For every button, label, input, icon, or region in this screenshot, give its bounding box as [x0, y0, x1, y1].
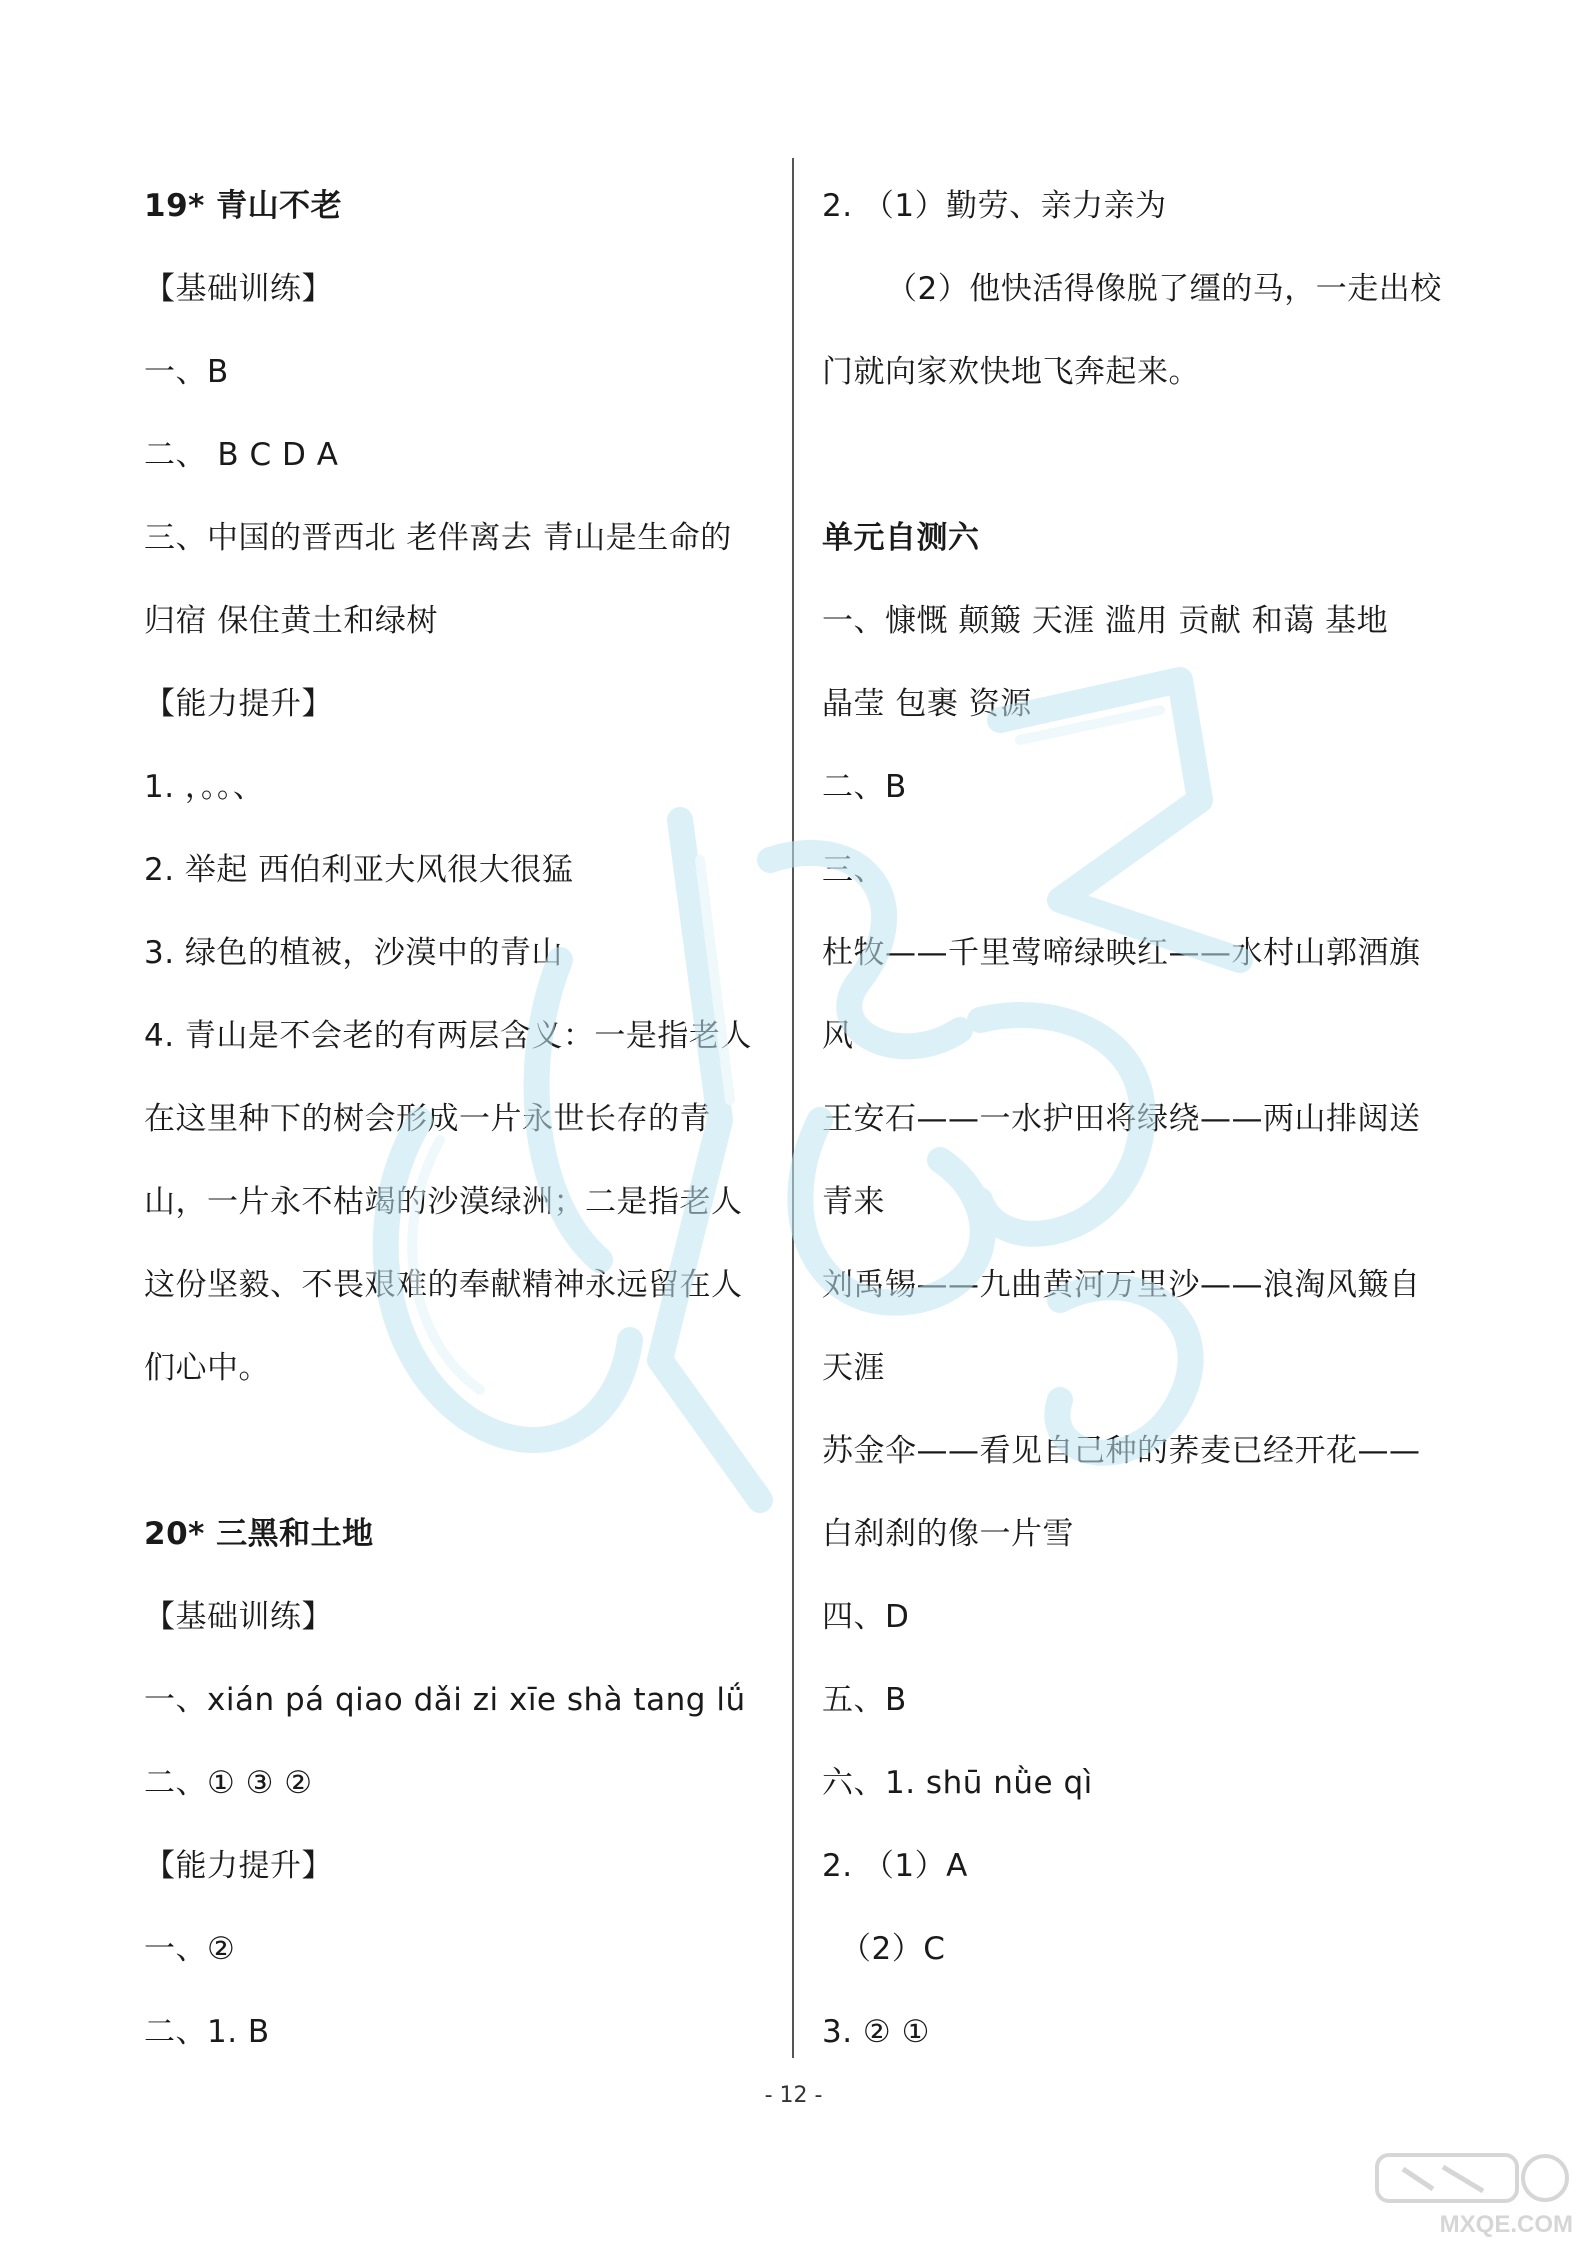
text-line: 归宿 保住黄土和绿树: [144, 603, 438, 639]
text-line: 天涯: [822, 1350, 885, 1386]
section-heading: 单元自测六: [822, 520, 980, 556]
text-line: 2. （1）A: [822, 1848, 968, 1884]
text-line: 王安石——一水护田将绿绕——两山排闼送: [822, 1101, 1421, 1137]
text-line: 一、②: [144, 1931, 236, 1967]
text-line: 六、1. shū nǜe qì: [822, 1765, 1093, 1801]
text-line: 4. 青山是不会老的有两层含义：一是指老人: [144, 1018, 752, 1054]
text-line: 刘禹锡——九曲黄河万里沙——浪淘风簸自: [822, 1267, 1421, 1303]
text-line: 四、D: [822, 1599, 910, 1635]
text-line: 晶莹 包裹 资源: [822, 686, 1032, 722]
text-line: 【能力提升】: [144, 1848, 333, 1884]
text-line: 【能力提升】: [144, 686, 333, 722]
text-line: 们心中。: [144, 1350, 270, 1386]
text-line: 二、1. B: [144, 2014, 270, 2050]
text-line: 门就向家欢快地飞奔起来。: [822, 354, 1200, 390]
right-column: [822, 165, 1452, 2074]
section-heading: 20* 三黑和土地: [144, 1516, 374, 1552]
page-number: - 12 -: [764, 2083, 823, 2108]
text-line: 五、B: [822, 1682, 907, 1718]
blank-line: [144, 1410, 784, 1493]
text-line: 青来: [822, 1184, 885, 1220]
text-line: 苏金伞——看见自己种的荞麦已经开花——: [822, 1433, 1421, 1469]
text-line: 风: [822, 1018, 854, 1054]
text-line: 白刹刹的像一片雪: [822, 1516, 1074, 1552]
text-line: 3. ② ①: [822, 2014, 930, 2050]
text-line: 杜牧——千里莺啼绿映红——水村山郭酒旗: [822, 935, 1421, 971]
corner-logo: [1373, 2149, 1573, 2239]
logo-text: MXQE.COM: [1439, 2211, 1573, 2238]
text-line: （2）他快活得像脱了缰的马，一走出校: [886, 271, 1442, 307]
left-column: [144, 165, 784, 2074]
text-line: （2）C: [840, 1931, 946, 1967]
text-line: 这份坚毅、不畏艰难的奉献精神永远留在人: [144, 1267, 743, 1303]
text-line: 一、xián pá qiao dǎi zi xīe shà tang lǘ: [144, 1682, 746, 1718]
text-line: 山，一片永不枯竭的沙漠绿洲；二是指老人: [144, 1184, 743, 1220]
text-line: 2. （1）勤劳、亲力亲为: [822, 188, 1167, 224]
text-line: 一、B: [144, 354, 229, 390]
text-line: 2. 举起 西伯利亚大风很大很猛: [144, 852, 574, 888]
logo-icon: [1373, 2149, 1573, 2209]
text-line: 【基础训练】: [144, 271, 333, 307]
text-line: 二、① ③ ②: [144, 1765, 313, 1801]
column-divider: [792, 158, 794, 2058]
text-line: 1. ，。。、: [144, 769, 265, 805]
text-line: 3. 绿色的植被，沙漠中的青山: [144, 935, 563, 971]
blank-line: [822, 414, 1452, 497]
text-line: 一、慷慨 颠簸 天涯 滥用 贡献 和蔼 基地: [822, 603, 1389, 639]
text-line: 三、: [822, 852, 885, 888]
text-line: 在这里种下的树会形成一片永世长存的青: [144, 1101, 711, 1137]
section-heading: 19* 青山不老: [144, 188, 343, 224]
text-line: 三、中国的晋西北 老伴离去 青山是生命的: [144, 520, 732, 556]
text-line: 二、 B C D A: [144, 437, 339, 473]
text-line: 二、B: [822, 769, 907, 805]
text-line: 【基础训练】: [144, 1599, 333, 1635]
